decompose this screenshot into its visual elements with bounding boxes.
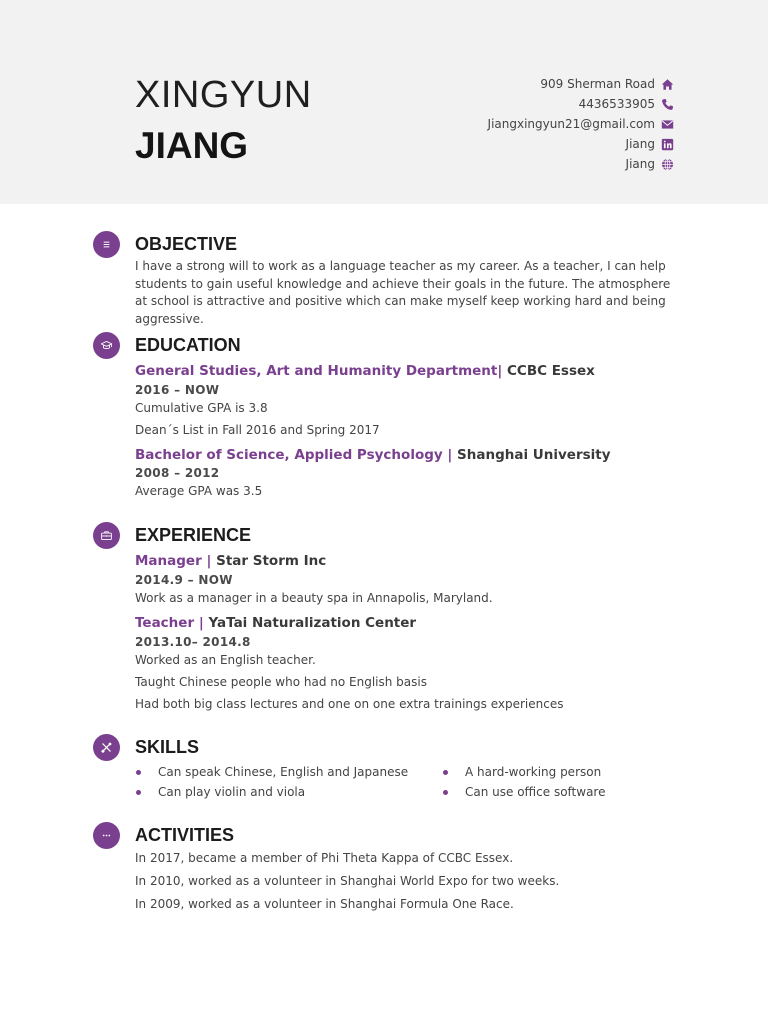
degree-name: General Studies, Art and Humanity Department — [135, 363, 498, 379]
globe-icon — [661, 158, 674, 171]
phone-icon — [661, 98, 674, 111]
education-body — [135, 362, 675, 500]
activity-item: In 2017, became a member of Phi Theta Kappa of CCBC Essex. — [135, 851, 514, 865]
contact-website — [488, 154, 674, 174]
contact-email — [488, 114, 674, 134]
school-name: Shanghai University — [457, 447, 611, 463]
objective-text: I have a strong will to work as a language teacher as my career. As a teacher, I can help students to gain useful knowledge and achieve their goals in the future. The atmosphere at school is attractive and positive which can make myself keep working hard and being aggressive. — [135, 259, 671, 326]
briefcase-icon — [93, 522, 120, 549]
phone-text: 4436533905 — [578, 97, 655, 111]
address-text: 909 Sherman Road — [540, 77, 655, 91]
education-entry-heading — [135, 362, 675, 380]
heading-separator: | — [206, 553, 212, 569]
school-name: CCBC Essex — [507, 363, 595, 379]
contact-linkedin — [488, 134, 674, 154]
website-text[interactable]: Jiang — [625, 157, 655, 171]
contact-address — [488, 74, 674, 94]
experience-detail: Had both big class lectures and one on one extra trainings experiences — [135, 697, 564, 711]
resume-header — [0, 0, 768, 204]
skill-item: Can speak Chinese, English and Japanese — [135, 762, 442, 782]
company-name: YaTai Naturalization Center — [208, 615, 417, 631]
experience-body — [135, 552, 675, 713]
education-dates: 2016 – NOW — [135, 383, 220, 397]
experience-detail: Worked as an English teacher. — [135, 653, 316, 667]
last-name: JIANG — [135, 125, 249, 166]
objective-title: OBJECTIVE — [135, 234, 238, 254]
linkedin-icon — [661, 138, 674, 151]
company-name: Star Storm Inc — [216, 553, 327, 569]
contact-block — [488, 74, 674, 174]
activity-item: In 2010, worked as a volunteer in Shanghai World Expo for two weeks. — [135, 874, 560, 888]
skills-body — [135, 762, 675, 802]
skills-column — [135, 762, 442, 802]
activity-item: In 2009, worked as a volunteer in Shanghai Formula One Race. — [135, 897, 514, 911]
experience-entry-heading — [135, 614, 675, 632]
role-name: Teacher — [135, 615, 195, 631]
tools-icon — [93, 734, 120, 761]
education-detail: Average GPA was 3.5 — [135, 484, 263, 498]
skills-title: SKILLS — [135, 737, 200, 757]
education-entry-heading — [135, 446, 675, 464]
skill-item: Can play violin and viola — [135, 782, 442, 802]
objective-body — [135, 258, 675, 328]
contact-phone — [488, 94, 674, 114]
heading-separator: | — [497, 363, 503, 379]
role-name: Manager — [135, 553, 202, 569]
linkedin-text[interactable]: Jiang — [625, 137, 655, 151]
experience-dates: 2013.10– 2014.8 — [135, 635, 251, 649]
education-dates: 2008 – 2012 — [135, 466, 220, 480]
more-dots-icon — [93, 822, 120, 849]
activities-title: ACTIVITIES — [135, 825, 235, 845]
experience-dates: 2014.9 – NOW — [135, 573, 233, 587]
degree-name: Bachelor of Science, Applied Psychology — [135, 447, 443, 463]
skills-column — [442, 762, 605, 802]
experience-detail: Work as a manager in a beauty spa in Annapolis, Maryland. — [135, 591, 493, 605]
experience-title: EXPERIENCE — [135, 525, 252, 545]
experience-detail: Taught Chinese people who had no English basis — [135, 675, 427, 689]
education-title: EDUCATION — [135, 335, 241, 355]
skill-item: Can use office software — [442, 782, 605, 802]
education-detail: Cumulative GPA is 3.8 — [135, 401, 268, 415]
email-text[interactable]: Jiangxingyun21@gmail.com — [487, 117, 655, 131]
graduation-cap-icon — [93, 332, 120, 359]
skill-item: A hard-working person — [442, 762, 605, 782]
home-icon — [661, 78, 674, 91]
experience-entry-heading — [135, 552, 675, 570]
heading-separator: | — [198, 615, 204, 631]
first-name: XINGYUN — [135, 74, 312, 116]
list-icon — [93, 231, 120, 258]
heading-separator: | — [447, 447, 453, 463]
education-detail: Dean´s List in Fall 2016 and Spring 2017 — [135, 423, 380, 437]
skills-list — [135, 762, 675, 802]
email-icon — [661, 118, 674, 131]
activities-body — [135, 850, 675, 913]
